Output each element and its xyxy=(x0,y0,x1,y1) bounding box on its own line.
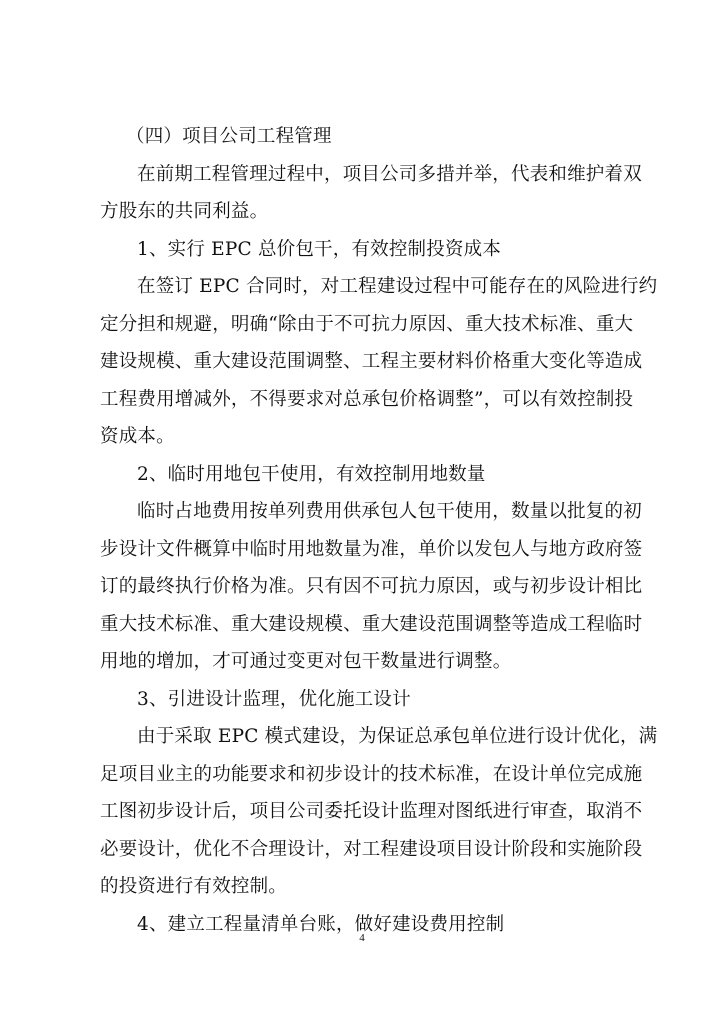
document-body xyxy=(100,118,658,943)
paragraph-line: 在签订 EPC 合同时，对工程建设过程中可能存在的风险进行约 xyxy=(137,276,658,297)
paragraph-line: 足项目业主的功能要求和初步设计的技术标准，在设计单位完成施 xyxy=(100,763,643,785)
paragraph-line: 定分担和规避，明确“除由于不可抗力原因、重大技术标准、重大 xyxy=(100,313,634,335)
paragraph-line: 重大技术标准、重大建设规模、重大建设范围调整等造成工程临时 xyxy=(100,613,643,635)
subsection-heading: 1、实行 EPC 总价包干，有效控制投资成本 xyxy=(137,238,502,260)
paragraph-line: 临时占地费用按单列费用供承包人包干使用，数量以批复的初 xyxy=(137,501,642,522)
paragraph-line: 用地的增加，才可通过变更对包干数量进行调整。 xyxy=(100,651,512,672)
paragraph-line: 资成本。 xyxy=(100,426,175,447)
page-number: 4 xyxy=(359,932,365,944)
paragraph-line: 方股东的共同利益。 xyxy=(100,201,269,222)
subsection-heading: 3、引进设计监理，优化施工设计 xyxy=(137,688,411,710)
paragraph-line: 步设计文件概算中临时用地数量为准，单价以发包人与地方政府签 xyxy=(100,538,643,560)
paragraph-line: 由于采取 EPC 模式建设，为保证总承包单位进行设计优化，满 xyxy=(137,726,658,747)
subsection-heading: 2、临时用地包干使用，有效控制用地数量 xyxy=(137,463,486,485)
paragraph-line: 工程费用增减外，不得要求对总承包价格调整”，可以有效控制投 xyxy=(100,388,634,410)
paragraph-line: 必要设计，优化不合理设计，对工程建设项目设计阶段和实施阶段 xyxy=(100,838,643,860)
subsection-heading: 4、建立工程量清单台账，做好建设费用控制 xyxy=(137,913,505,935)
paragraph-line: 订的最终执行价格为准。只有因不可抗力原因，或与初步设计相比 xyxy=(100,576,643,597)
paragraph-line: 建设规模、重大建设范围调整、工程主要材料价格重大变化等造成 xyxy=(100,351,643,372)
paragraph-line: 工图初步设计后，项目公司委托设计监理对图纸进行审查，取消不 xyxy=(100,801,643,822)
paragraph-line: 的投资进行有效控制。 xyxy=(100,876,288,897)
paragraph-line: 在前期工程管理过程中，项目公司多措并举，代表和维护着双 xyxy=(137,163,642,185)
section-heading: （四）项目公司工程管理 xyxy=(126,126,332,147)
